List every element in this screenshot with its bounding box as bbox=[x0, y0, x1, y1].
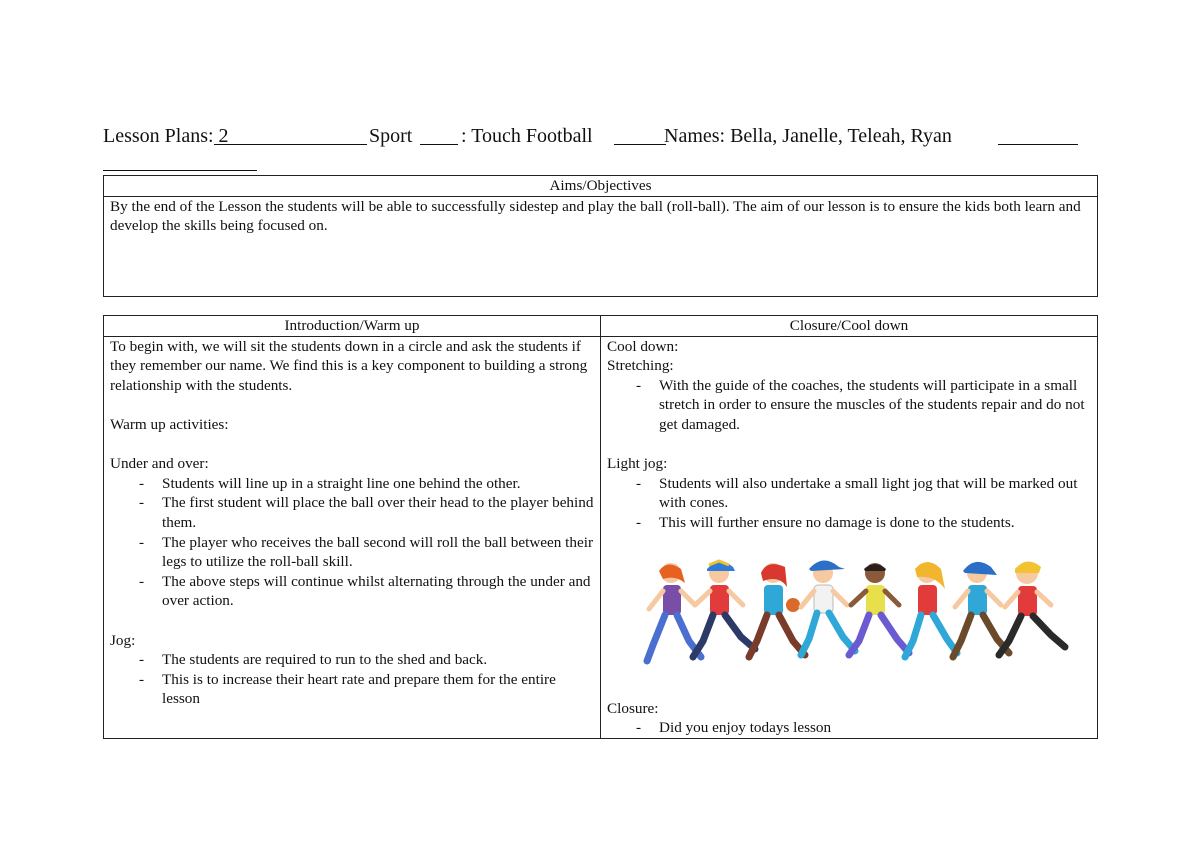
runner-8 bbox=[999, 561, 1065, 655]
runner-1 bbox=[647, 563, 701, 661]
runner-2 bbox=[693, 561, 755, 657]
header-blank-3 bbox=[614, 144, 666, 145]
runner-3 bbox=[749, 563, 805, 657]
stretching-list bbox=[607, 376, 1091, 435]
list-item: - With the guide of the coaches, the students will participate in a small stretch in order to ensure the muscles of the students repair and do not get damaged. bbox=[636, 376, 1085, 433]
sport-value: : Touch Football bbox=[461, 125, 593, 147]
list-item: - Did you enjoy todays lesson bbox=[636, 719, 832, 737]
intro-cell bbox=[104, 336, 601, 738]
list-item: - The above steps will continue whilst alternating through the under and over action. bbox=[139, 572, 591, 610]
list-item: - This will further ensure no damage is done to the students. bbox=[636, 513, 1015, 531]
list-item: - The first student will place the ball over their head to the player behind them. bbox=[139, 494, 594, 531]
header-blank-5 bbox=[103, 170, 257, 171]
under-over-title: Under and over: bbox=[110, 455, 209, 473]
jog-list bbox=[110, 650, 594, 709]
header-blank-4 bbox=[998, 144, 1078, 145]
closure-heading: Closure/Cool down bbox=[601, 316, 1098, 337]
intro-heading: Introduction/Warm up bbox=[104, 316, 601, 337]
cooldown-title: Cool down: bbox=[607, 337, 679, 355]
sport-label: Sport bbox=[369, 125, 413, 147]
list-item: - The player who receives the ball second will roll the ball between their legs to utilize the roll-ball skill. bbox=[139, 533, 593, 571]
aims-heading: Aims/Objectives bbox=[104, 176, 1098, 197]
under-over-list bbox=[110, 474, 594, 611]
header-blank-1 bbox=[214, 144, 367, 145]
closure-list bbox=[607, 718, 1091, 738]
list-item: - Students will also undertake a small light jog that will be marked out with cones. bbox=[636, 474, 1078, 512]
lightjog-title: Light jog: bbox=[607, 455, 668, 473]
stretching-title: Stretching: bbox=[607, 357, 674, 375]
lesson-table bbox=[103, 315, 1098, 739]
lesson-number: Lesson Plans: 2 bbox=[103, 125, 229, 147]
aims-text: By the end of the Lesson the students will be able to successfully sidestep and play the ball (roll-ball). The aim of our lesson is to ensure the kids both learn and develop the skills being focused on. bbox=[104, 196, 1098, 296]
group-names: Names: Bella, Janelle, Teleah, Ryan bbox=[664, 125, 952, 147]
runner-6 bbox=[905, 562, 957, 657]
runner-5 bbox=[849, 563, 909, 655]
lightjog-list bbox=[607, 474, 1091, 533]
list-item: - This is to increase their heart rate and prepare them for the entire lesson bbox=[139, 670, 556, 708]
intro-paragraph: To begin with, we will sit the students down in a circle and ask the students if they remember our name. We find this is a key component to building a strong relationship with the students. bbox=[110, 337, 588, 394]
runner-4 bbox=[801, 560, 855, 655]
list-item: - The students are required to run to the shed and back. bbox=[139, 651, 488, 669]
warmup-title: Warm up activities: bbox=[110, 415, 229, 433]
running-children-illustration bbox=[635, 557, 1075, 675]
closure-cell bbox=[601, 336, 1098, 738]
list-item: - Students will line up in a straight line one behind the other. bbox=[139, 474, 521, 492]
aims-table bbox=[103, 175, 1098, 297]
closure-title: Closure: bbox=[607, 699, 659, 717]
header-blank-2 bbox=[420, 144, 458, 145]
runner-7 bbox=[953, 561, 1009, 656]
jog-title: Jog: bbox=[110, 631, 136, 649]
